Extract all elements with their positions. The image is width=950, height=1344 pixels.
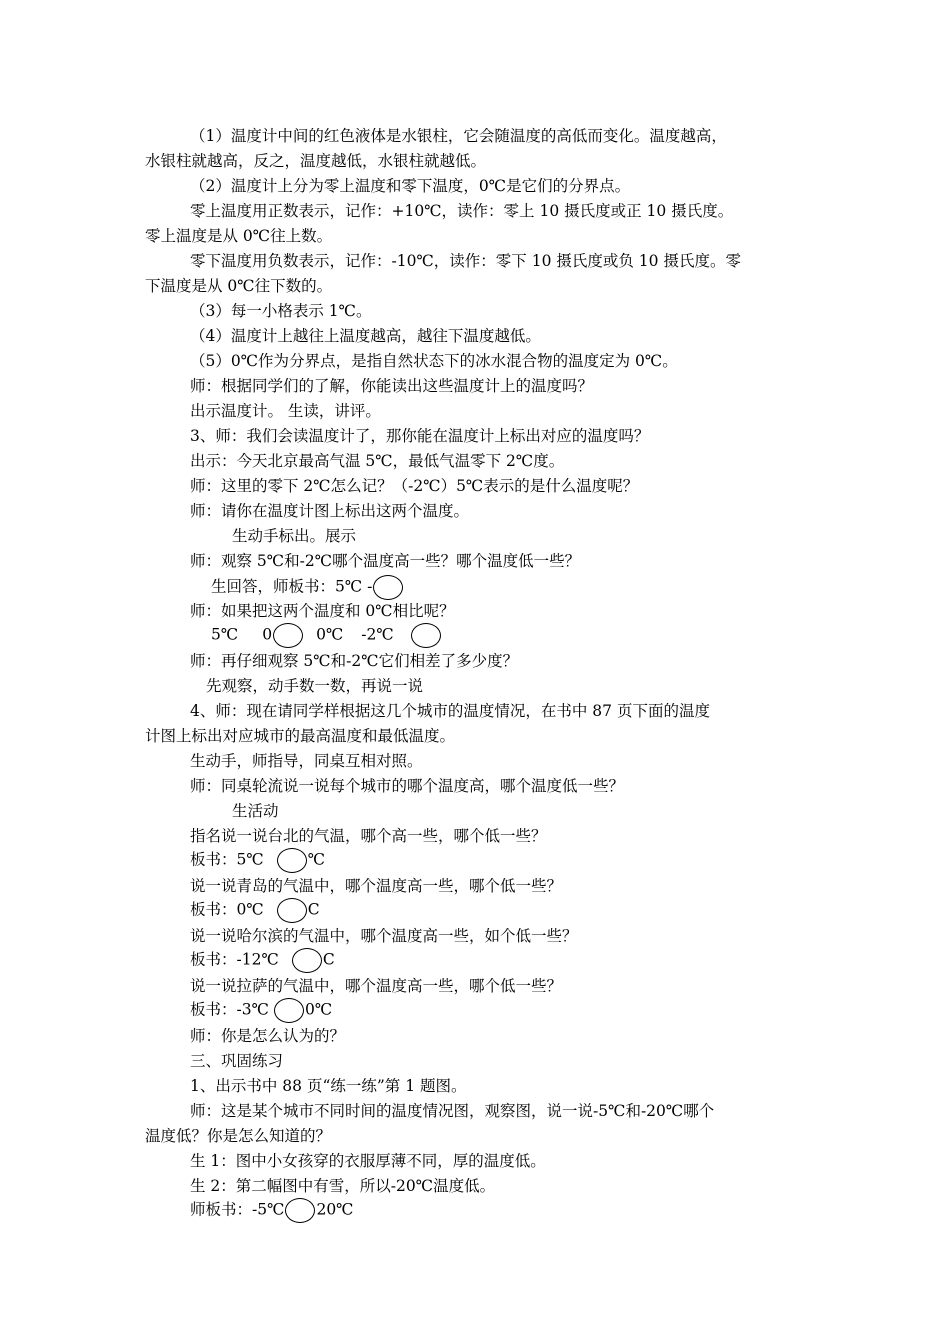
text-line: 生动手标出。展示 [232, 527, 357, 545]
compare-text: 板书：-3℃ [190, 1000, 269, 1019]
compare-text: C [307, 900, 320, 919]
text-line: 师：观察 5℃和-2℃哪个温度高一些？哪个温度低一些？ [190, 552, 581, 570]
compare-text: 生回答，师板书：5℃ - [211, 577, 373, 596]
text-line: 温度低？你是怎么知道的？ [145, 1127, 332, 1145]
compare-line [190, 898, 320, 923]
compare-text: 20℃ [316, 1200, 354, 1219]
compare-text: C [322, 950, 335, 969]
compare-text: 0 [262, 625, 273, 644]
compare-text: -2℃ [361, 625, 394, 644]
text-line: 出示：今天北京最高气温 5℃，最低气温零下 2℃度。 [190, 452, 565, 470]
text-line: 师：这里的零下 2℃怎么记？（-2℃）5℃表示的是什么温度呢？ [190, 477, 639, 495]
text-line: 师：同桌轮流说一说每个城市的哪个温度高，哪个温度低一些？ [190, 777, 625, 795]
compare-line [211, 623, 442, 648]
text-line: 零上温度是从 0℃往上数。 [145, 227, 333, 245]
text-line: 说一说拉萨的气温中，哪个温度高一些，哪个低一些？ [190, 977, 563, 995]
compare-text: 板书：5℃ [190, 850, 264, 869]
compare-line [190, 1198, 354, 1223]
blank-circle[interactable] [292, 948, 322, 973]
blank-circle[interactable] [274, 998, 304, 1023]
text-line: 师：如果把这两个温度和 0℃相比呢？ [190, 602, 455, 620]
text-line: 说一说青岛的气温中，哪个温度高一些，哪个低一些？ [190, 877, 563, 895]
compare-text: 板书：-12℃ [190, 950, 279, 969]
text-line: 下温度是从 0℃往下数的。 [145, 277, 333, 295]
text-line: （5）0℃作为分界点，是指自然状态下的冰水混合物的温度定为 0℃。 [190, 352, 678, 370]
blank-circle[interactable] [373, 575, 403, 600]
text-line: 水银柱就越高，反之，温度越低，水银柱就越低。 [145, 152, 487, 170]
text-line: 师：你是怎么认为的？ [190, 1027, 346, 1045]
text-line: 计图上标出对应城市的最高温度和最低温度。 [145, 727, 456, 745]
text-line: 生 2：第二幅图中有雪，所以-20℃温度低。 [190, 1177, 496, 1195]
text-line: 师：再仔细观察 5℃和-2℃它们相差了多少度？ [190, 652, 519, 670]
text-line: 说一说哈尔滨的气温中，哪个温度高一些，如个低一些？ [190, 927, 578, 945]
text-line: 出示温度计。 生读，讲评。 [190, 402, 381, 420]
text-line: 先观察，动手数一数，再说一说 [206, 677, 424, 695]
text-line: （3）每一小格表示 1℃。 [190, 302, 372, 320]
compare-line [190, 998, 332, 1023]
compare-text: 师板书：-5℃ [190, 1200, 285, 1219]
text-line: 零下温度用负数表示，记作：-10℃，读作：零下 10 摄氏度或负 10 摄氏度。零 [190, 252, 741, 270]
text-line: 指名说一说台北的气温，哪个高一些，哪个低一些？ [190, 827, 547, 845]
text-line: 师：这是某个城市不同时间的温度情况图，观察图，说一说-5℃和-20℃哪个 [190, 1102, 715, 1120]
text-line: 3、师：我们会读温度计了，那你能在温度计上标出对应的温度吗？ [190, 427, 650, 445]
compare-text: ℃ [307, 850, 326, 869]
blank-circle[interactable] [285, 1198, 315, 1223]
text-line: （4）温度计上越往上温度越高，越往下温度越低。 [190, 327, 541, 345]
text-line: 生活动 [232, 802, 279, 820]
text-line: 1、出示书中 88 页“练一练”第 1 题图。 [190, 1077, 467, 1095]
compare-text: 板书：0℃ [190, 900, 264, 919]
text-line: 师：请你在温度计图上标出这两个温度。 [190, 502, 470, 520]
text-line: 师：根据同学们的了解，你能读出这些温度计上的温度吗？ [190, 377, 594, 395]
text-line: 生动手，师指导，同桌互相对照。 [190, 752, 423, 770]
text-line: （2）温度计上分为零上温度和零下温度，0℃是它们的分界点。 [190, 177, 631, 195]
blank-circle[interactable] [277, 848, 307, 873]
section-heading: 三、巩固练习 [190, 1052, 284, 1070]
compare-text: 0℃ [304, 1000, 333, 1019]
blank-circle[interactable] [277, 898, 307, 923]
compare-text: 5℃ [211, 625, 239, 644]
text-line: 生 1：图中小女孩穿的衣服厚薄不同，厚的温度低。 [190, 1152, 546, 1170]
text-line: 零上温度用正数表示，记作：+10℃，读作：零上 10 摄氏度或正 10 摄氏度。 [190, 202, 734, 220]
blank-circle[interactable] [411, 623, 441, 648]
text-line: （1）温度计中间的红色液体是水银柱，它会随温度的高低而变化。温度越高， [190, 127, 727, 145]
compare-line [211, 575, 404, 600]
text-line: 4、师：现在请同学样根据这几个城市的温度情况，在书中 87 页下面的温度 [190, 702, 710, 720]
compare-text: 0℃ [316, 625, 344, 644]
compare-line [190, 948, 335, 973]
compare-line [190, 848, 325, 873]
blank-circle[interactable] [273, 623, 303, 648]
